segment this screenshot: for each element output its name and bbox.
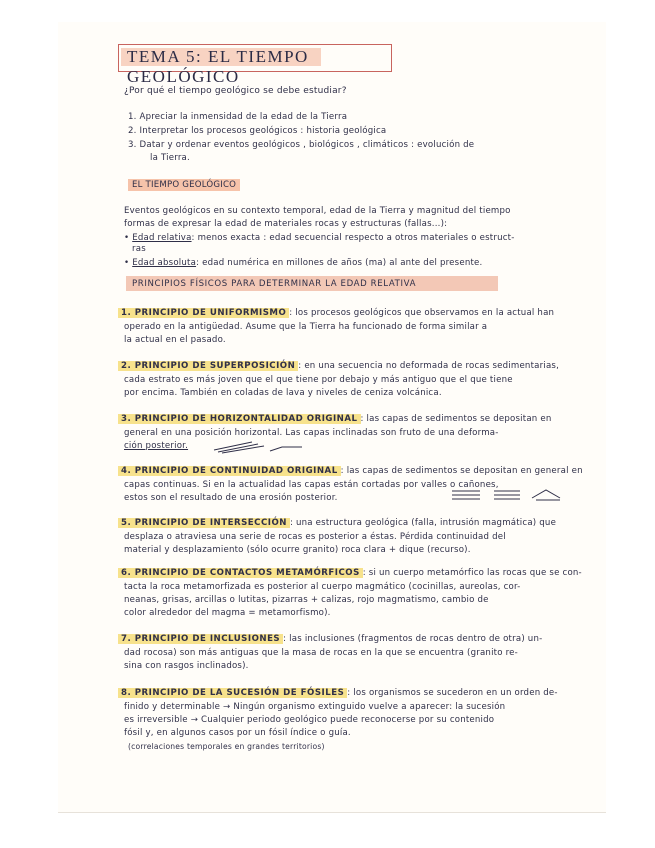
tiempo-line-2: formas de expresar la edad de materiales rocas y estructuras (fallas...):: [124, 219, 448, 229]
intro-item-3-cont: la Tierra.: [150, 153, 190, 163]
edad-relativa-cont: ras: [132, 244, 146, 254]
principle-3-text-2: ción posterior.: [124, 441, 189, 451]
principle-4-name: 4. PRINCIPIO DE CONTINUIDAD ORIGINAL: [118, 466, 341, 476]
principle-2-text-2: por encima. También en coladas de lava y niveles de ceniza volcánica.: [124, 388, 442, 398]
continuity-strata-sketch: [450, 488, 570, 502]
principle-4-text-2: estos son el resultado de una erosión posterior.: [124, 493, 338, 503]
principle-6-line: 6. PRINCIPIO DE CONTACTOS METAMÓRFICOS : si un cuerpo metamórfico las rocas que se con-: [118, 568, 582, 578]
principle-7-text-1: dad rocosa) son más antiguas que la masa de rocas en la que se encuentra (granito re-: [124, 648, 518, 658]
intro-item-3: 3. Datar y ordenar eventos geológicos , biológicos , climáticos : evolución de: [128, 140, 475, 150]
page-title: TEMA 5: EL TIEMPO GEOLÓGICO: [127, 47, 309, 86]
principle-2-text-1: cada estrato es más joven que el que tiene por debajo y más antiguo que el que tiene: [124, 375, 513, 385]
principle-6-text-2: neanas, grisas, arcillas o lutitas, pizarras + calizas, rojo magmatismo, cambio de: [124, 595, 489, 605]
principle-1-name: 1. PRINCIPIO DE UNIFORMISMO: [118, 308, 289, 318]
principle-5-line: 5. PRINCIPIO DE INTERSECCIÓN : una estructura geológica (falla, intrusión magmática) que: [118, 518, 556, 528]
principle-8-text-3: fósil y, en algunos casos por un fósil índice o guía.: [124, 728, 351, 738]
principle-1-line: 1. PRINCIPIO DE UNIFORMISMO : los procesos geológicos que observamos en la actual han: [118, 308, 554, 318]
principle-4-line: 4. PRINCIPIO DE CONTINUIDAD ORIGINAL : las capas de sedimentos se depositan en general en: [118, 466, 583, 476]
principle-3-line: 3. PRINCIPIO DE HORIZONTALIDAD ORIGINAL : las capas de sedimentos se depositan en: [118, 414, 552, 424]
principle-1-text-1: operado en la antigüedad. Asume que la Tierra ha funcionado de forma similar a: [124, 322, 488, 332]
edad-absoluta-line: • Edad absoluta: edad numérica en millones de años (ma) al ante del presente.: [124, 258, 483, 268]
tiempo-line-1: Eventos geológicos en su contexto temporal, edad de la Tierra y magnitud del tiempo: [124, 206, 511, 216]
principle-8-text-1: finido y determinable → Ningún organismo extinguido vuelve a aparecer: la sucesión: [124, 702, 506, 712]
principle-7-text-2: sina con rasgos inclinados).: [124, 661, 249, 671]
principle-1-text-2: la actual en el pasado.: [124, 335, 226, 345]
title-box: [118, 44, 392, 86]
principle-6-text-1: tacta la roca metamorfizada es posterior al cuerpo magmático (cocinillas, aureolas, cor-: [124, 582, 521, 592]
principle-2-line: 2. PRINCIPIO DE SUPERPOSICIÓN : en una secuencia no deformada de rocas sedimentarias,: [118, 361, 559, 371]
intro-item-2: 2. Interpretar los procesos geológicos : historia geológica: [128, 126, 387, 136]
principle-2-name: 2. PRINCIPIO DE SUPERPOSICIÓN: [118, 361, 298, 371]
principle-5-text-2: material y desplazamiento (sólo ocurre granito) roca clara + dique (recurso).: [124, 545, 471, 555]
principle-3-name: 3. PRINCIPIO DE HORIZONTALIDAD ORIGINAL: [118, 414, 361, 424]
principle-8-text-2: es irreversible → Cualquier periodo geológico puede reconocerse por su contenido: [124, 715, 495, 725]
section-heading-principios: PRINCIPIOS FÍSICOS PARA DETERMINAR LA EDAD RELATIVA: [132, 279, 417, 289]
principle-3-text-1: general en una posición horizontal. Las capas inclinadas son fruto de una deforma-: [124, 428, 499, 438]
principle-8-name: 8. PRINCIPIO DE LA SUCESIÓN DE FÓSILES: [118, 688, 347, 698]
principle-4-text-1: capas continuas. Si en la actualidad las capas están cortadas por valles o cañones,: [124, 480, 499, 490]
principle-6-text-3: color alrededor del magma = metamorfismo).: [124, 608, 331, 618]
principle-5-text-1: desplaza o atraviesa una serie de rocas es posterior a éstas. Pérdida continuidad del: [124, 532, 506, 542]
tilted-strata-sketch: [212, 438, 322, 454]
principle-7-name: 7. PRINCIPIO DE INCLUSIONES: [118, 634, 283, 644]
edad-relativa-term: Edad relativa: [132, 233, 192, 243]
principle-8-line: 8. PRINCIPIO DE LA SUCESIÓN DE FÓSILES : los organismos se sucederon en un orden de-: [118, 688, 558, 698]
principle-6-name: 6. PRINCIPIO DE CONTACTOS METAMÓRFICOS: [118, 568, 363, 578]
intro-item-1: 1. Apreciar la inmensidad de la edad de la Tierra: [128, 112, 348, 122]
edad-absoluta-term: Edad absoluta: [132, 258, 197, 268]
section-heading-tiempo: EL TIEMPO GEOLÓGICO: [128, 180, 240, 190]
intro-question: ¿Por qué el tiempo geológico se debe estudiar?: [124, 86, 347, 96]
principle-8-note: (correlaciones temporales en grandes territorios): [128, 742, 325, 751]
principle-7-line: 7. PRINCIPIO DE INCLUSIONES : las inclusiones (fragmentos de rocas dentro de otra) un-: [118, 634, 542, 644]
principle-5-name: 5. PRINCIPIO DE INTERSECCIÓN: [118, 518, 290, 528]
edad-relativa-line: • Edad relativa: menos exacta : edad secuencial respecto a otros materiales o estruct-: [124, 233, 515, 243]
